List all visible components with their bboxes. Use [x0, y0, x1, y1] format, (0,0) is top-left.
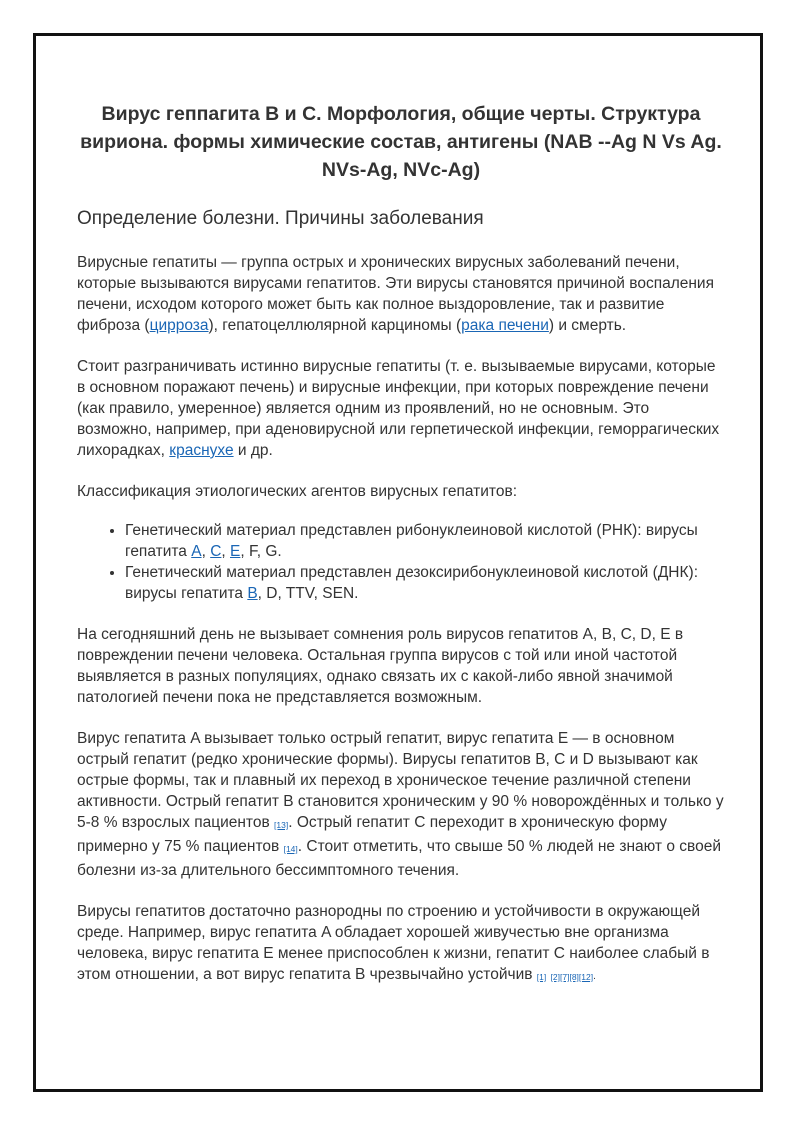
- list-item: [125, 520, 725, 562]
- paragraph-stability: [77, 901, 725, 988]
- reference-link[interactable]: [13]: [274, 820, 289, 830]
- text-span: ), гепатоцеллюлярной карциномы (: [208, 317, 462, 334]
- link-cirrhosis[interactable]: цирроза: [149, 317, 209, 334]
- text-span: Генетический материал представлен рибонуклеиновой кислотой (РНК): вирусы гепатита: [125, 522, 698, 560]
- text-span: Генетический материал представлен дезоксирибонуклеиновой кислотой (ДНК): вирусы гепатита: [125, 564, 699, 602]
- paragraph-definition: [77, 252, 725, 336]
- link-hepatitis-b[interactable]: B: [247, 585, 258, 602]
- text-span: ) и смерть.: [548, 317, 627, 334]
- link-hepatitis-e[interactable]: E: [230, 543, 241, 560]
- link-rubella[interactable]: краснухе: [169, 442, 234, 459]
- text-span: ,: [201, 543, 211, 560]
- text-span: . Острый гепатит C переходит в хроническую форму примерно у 75 % пациентов: [77, 814, 667, 855]
- text-span: , D, TTV, SEN.: [257, 585, 359, 602]
- reference-link[interactable]: [2]: [550, 972, 561, 982]
- section-title: Определение болезни. Причины заболевания: [77, 208, 484, 229]
- paragraph-forms: [77, 728, 725, 881]
- link-hepatitis-a[interactable]: A: [191, 543, 202, 560]
- paragraph-role: На сегодняшний день не вызывает сомнения роль вирусов гепатитов A, B, C, D, E в повреждении печени человека. Остальная группа вирусов с той или иной частотой выявляется в разных популяциях, однако связать их с какой-либо явной значимой патологией печени пока не представляется возможным.: [77, 626, 684, 706]
- text-span: Вирусные гепатиты — группа острых и хронических вирусных заболеваний печени, которые вызываются вирусами гепатитов. Эти вирусы становятся причиной воспаления печени, исходом которого может быть как полное выздоровление, так и развитие фиброза (: [77, 254, 714, 334]
- text-span: Стоит разграничивать истинно вирусные гепатиты (т. е. вызываемые вирусами, которые в основном поражают печень) и вирусные инфекции, при которых повреждение печени (как правило, умеренное) является одним из проявлений, но не основным. Это возможно, например, при аденовирусной или герпетической инфекции, геморрагических лихорадках,: [77, 358, 720, 459]
- text-span: . Стоит отметить, что свыше 50 % людей не знают о своей болезни из-за длительного бессимптомного течения.: [77, 838, 721, 879]
- classification-list: [77, 520, 725, 604]
- text-span: Вирус гепатита A вызывает только острый гепатит, вирус гепатита E — в основном острый гепатит (редко хронические формы). Вирусы гепатитов B, C и D вызывают как острые формы, так и плавный их переход в хроническое течение различной степени активности. Острый гепатит B становится хроническим у 90 % новорождённых и только у 5-8 % взрослых пациентов: [77, 730, 724, 831]
- reference-link[interactable]: [8]: [569, 972, 579, 982]
- reference-link[interactable]: [7]: [560, 972, 570, 982]
- text-span: Вирусы гепатитов достаточно разнородны по строению и устойчивости в окружающей среде. Например, вирус гепатита A обладает хорошей живучестью вне организма человека, вирус гепатита E менее приспособлен к жизни, гепатит C наиболее слабый в этом отношении, а вот вирус гепатита B чрезвычайно устойчив: [77, 903, 710, 983]
- link-liver-cancer[interactable]: рака печени: [461, 317, 549, 334]
- text-span: и др.: [233, 442, 273, 459]
- reference-link[interactable]: [1]: [536, 972, 547, 982]
- text-span: ,: [221, 543, 231, 560]
- page-title: Вирус геппагита В и С. Морфология, общие черты. Структура вириона. формы химические состав, антигены (NAB --Ag N Vs Ag. NVs-Ag, NVc-Ag): [80, 103, 722, 181]
- link-hepatitis-c[interactable]: C: [210, 543, 222, 560]
- reference-link[interactable]: [12]: [578, 972, 594, 982]
- article: [77, 100, 725, 1008]
- paragraph-distinction: [77, 356, 725, 461]
- reference-link[interactable]: [14]: [283, 844, 298, 854]
- list-item: [125, 562, 725, 604]
- text-span: , F, G.: [240, 543, 282, 560]
- paragraph-classification: Классификация этиологических агентов вирусных гепатитов:: [77, 483, 518, 500]
- text-span: .: [593, 971, 596, 982]
